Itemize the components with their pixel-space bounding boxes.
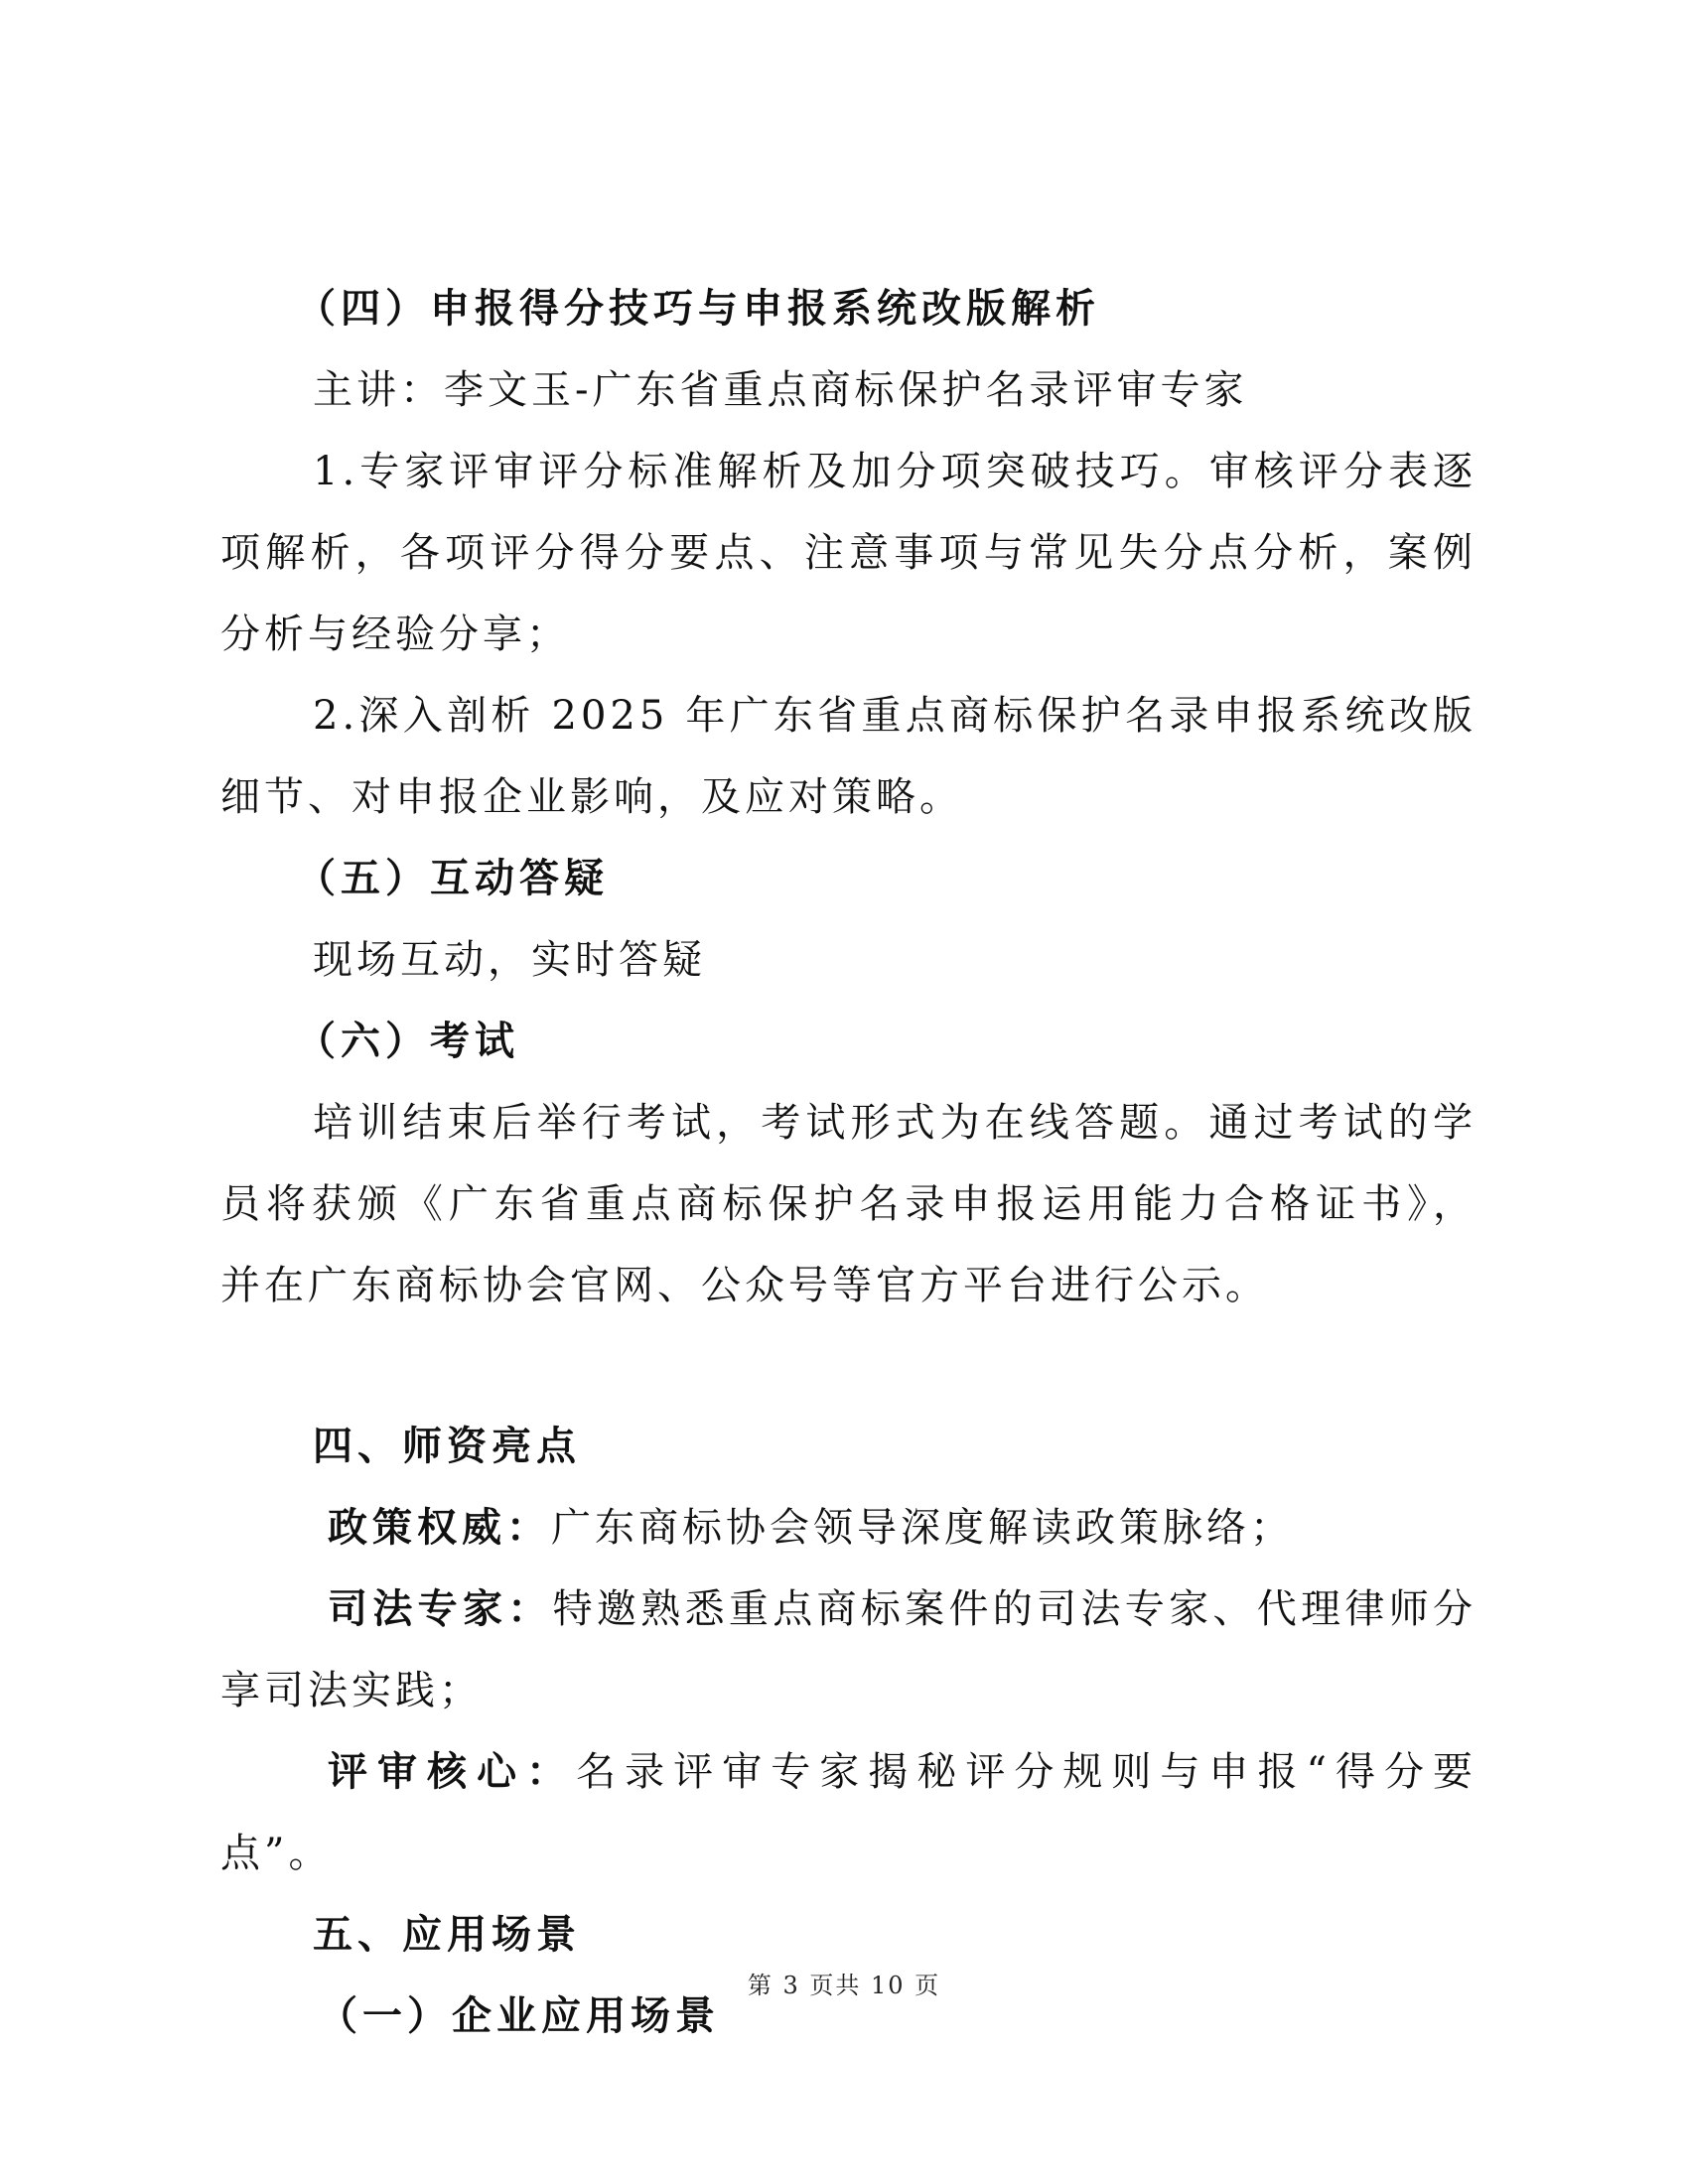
exam-line1: 培训结束后举行考试，考试形式为在线答题。通过考试的学 xyxy=(313,1100,1477,1146)
enterprise-scenario-heading: （一）企业应用场景 xyxy=(318,1993,720,2039)
review-label: 评审核心： xyxy=(328,1749,577,1795)
judicial-text: 特邀熟悉重点商标案件的司法专家、代理律师分 xyxy=(552,1586,1477,1632)
faculty-heading: 四、师资亮点 xyxy=(313,1424,581,1469)
item2-line2: 细节、对申报企业影响，及应对策略。 xyxy=(220,774,963,820)
scenarios-heading: 五、应用场景 xyxy=(313,1912,581,1958)
item1-line3: 分析与经验分享； xyxy=(220,612,570,657)
review-text: 名录评审专家揭秘评分规则与申报“得分要 xyxy=(576,1749,1477,1795)
section-heading-6: （六）考试 xyxy=(296,1019,519,1064)
faculty-judicial-line2: 享司法实践； xyxy=(220,1668,483,1713)
page-number-footer: 第 3 页共 10 页 xyxy=(747,1972,941,1999)
faculty-policy xyxy=(220,1487,1477,1569)
section-gap xyxy=(220,1326,1477,1406)
page-content xyxy=(220,268,1477,2057)
faculty-review-line2: 点”。 xyxy=(220,1831,333,1876)
policy-label: 政策权威： xyxy=(328,1505,551,1551)
faculty-review xyxy=(220,1731,1477,1813)
speaker-line: 主讲：李文玉-广东省重点商标保护名录评审专家 xyxy=(313,367,1248,413)
exam-line3: 并在广东商标协会官网、公众号等官方平台进行公示。 xyxy=(220,1263,1269,1308)
exam-line2: 员将获颁《广东省重点商标保护名录申报运用能力合格证书》， xyxy=(220,1181,1477,1227)
judicial-label: 司法专家： xyxy=(328,1586,553,1632)
faculty-judicial xyxy=(220,1569,1477,1650)
section-heading-5: （五）互动答疑 xyxy=(296,856,609,901)
item2-line1: 2.深入剖析 2025 年广东省重点商标保护名录申报系统改版 xyxy=(313,693,1477,739)
qa-text: 现场互动，实时答疑 xyxy=(313,937,706,983)
section-heading-4: （四）申报得分技巧与申报系统改版解析 xyxy=(296,286,1100,332)
policy-text: 广东商标协会领导深度解读政策脉络； xyxy=(551,1505,1294,1551)
item1-line2: 项解析，各项评分得分要点、注意事项与常见失分点分析，案例 xyxy=(220,530,1477,576)
item1-line1: 1.专家评审评分标准解析及加分项突破技巧。审核评分表逐 xyxy=(313,449,1477,494)
